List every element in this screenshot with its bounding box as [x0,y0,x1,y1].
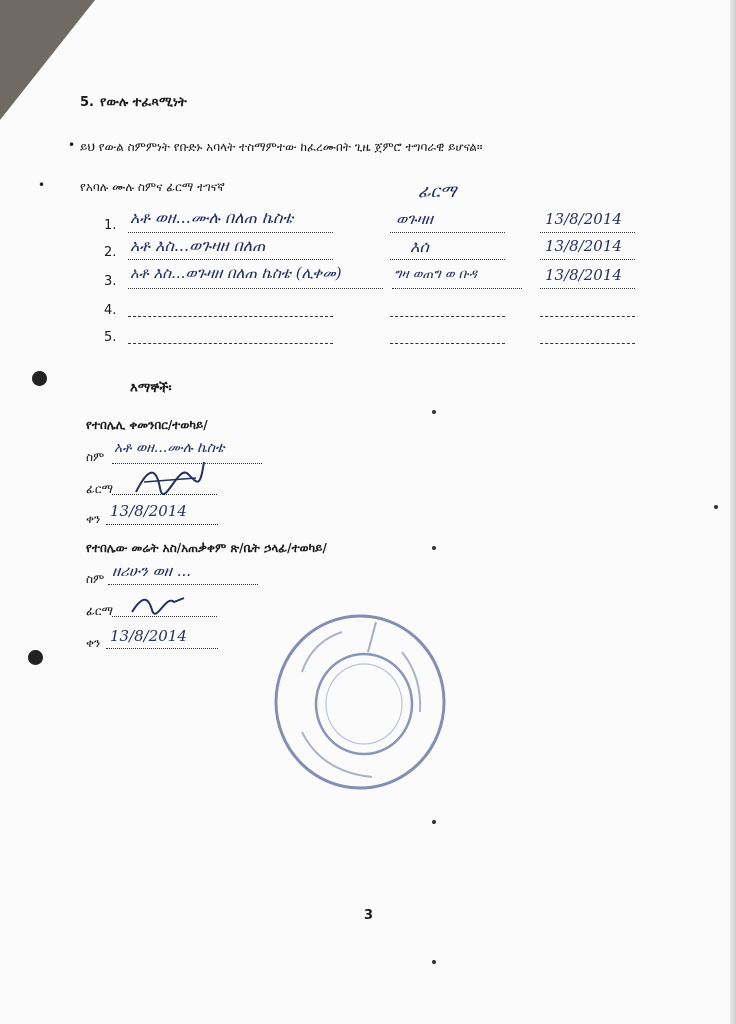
speck [432,820,436,824]
member-signature: ግዛ ወጠግ ወ ቡዳ [394,267,477,282]
office-signature-mark [128,590,188,618]
member-date: 13/8/2014 [545,237,622,255]
signature-line [392,288,522,289]
speck [432,960,436,964]
speck [432,410,436,414]
member-name: አቶ ወዘ...ሙሉ በለጠ ኬስቴ [130,208,294,227]
section-title: የውሉ ተፈጻሚነት [100,95,187,110]
member-signature: ወጉዛዘ [396,210,433,228]
row-number: 3. [104,274,117,289]
receiver-sign-label: ፊርማ [86,482,114,496]
signature-column-header: ፊርማ [418,182,457,202]
office-date-line [106,648,218,649]
punch-hole [28,650,43,665]
office-name-line [108,584,258,585]
member-date: 13/8/2014 [545,266,622,284]
date-line [540,288,635,289]
signature-line [390,316,505,317]
name-line [128,288,383,289]
receiver-date-label: ቀን [86,512,101,526]
row-number: 4. [104,303,117,318]
name-line [128,259,333,260]
section-statement: ይህ የውል ስምምነት የቡድኑ አባላት ተስማምተው ከፈረሙበት ጊዜ ጀምሮ ተግባራዊ ይሆናል። [80,140,483,154]
members-intro: የአባሉ ሙሉ ስምና ፊርማ ተገናኛ [80,180,225,194]
receiver-signature-mark [130,458,210,498]
receiver-date: 13/8/2014 [110,502,187,520]
name-line [128,316,333,317]
section-number: 5. [80,95,94,110]
page-number: 3 [364,908,374,923]
date-line [540,232,635,233]
bullet-small: • [38,178,46,192]
row-number: 2. [104,245,117,260]
signature-line [390,232,505,233]
receiver-name-label: ስም [86,450,105,464]
member-signature: እሰ [410,237,429,256]
receiver-name: አቶ ወዘ...ሙሉ ኬስቴ [114,440,225,456]
office-date-label: ቀን [86,636,101,650]
name-line [128,232,333,233]
official-stamp [272,612,448,792]
bullet: • [68,138,76,152]
receiver-title: የተበሌሊ ቀመንበር/ተወካይ/ [86,418,208,432]
signature-line [390,259,505,260]
receiver-date-line [106,524,218,525]
office-sign-label: ፊርማ [86,604,114,618]
row-number: 5. [104,330,117,345]
row-number: 1. [104,218,117,233]
speck [714,505,718,509]
witnesses-title: እማኞች፡ [130,381,172,396]
signature-line [390,343,505,344]
office-name: ዘሪሁን ወዘ ... [112,562,192,580]
office-name-label: ስም [86,572,105,586]
office-title: የተበሌው መሬት አስ/አጠቃቀም ጽ/ቤት ኃላፊ/ተወካይ/ [86,541,327,555]
page-edge [730,0,736,1024]
member-date: 13/8/2014 [545,210,622,228]
name-line [128,343,333,344]
punch-hole [32,371,47,386]
date-line [540,316,635,317]
member-name: አቶ እስ...ወጉዛዘ በለጠ ኬስቴ (ሊቀመ) [130,264,342,282]
member-name: አቶ እስ...ወጉዛዘ በለጠ [130,236,266,255]
speck [432,546,436,550]
date-line [540,259,635,260]
office-date: 13/8/2014 [110,627,187,645]
date-line [540,343,635,344]
